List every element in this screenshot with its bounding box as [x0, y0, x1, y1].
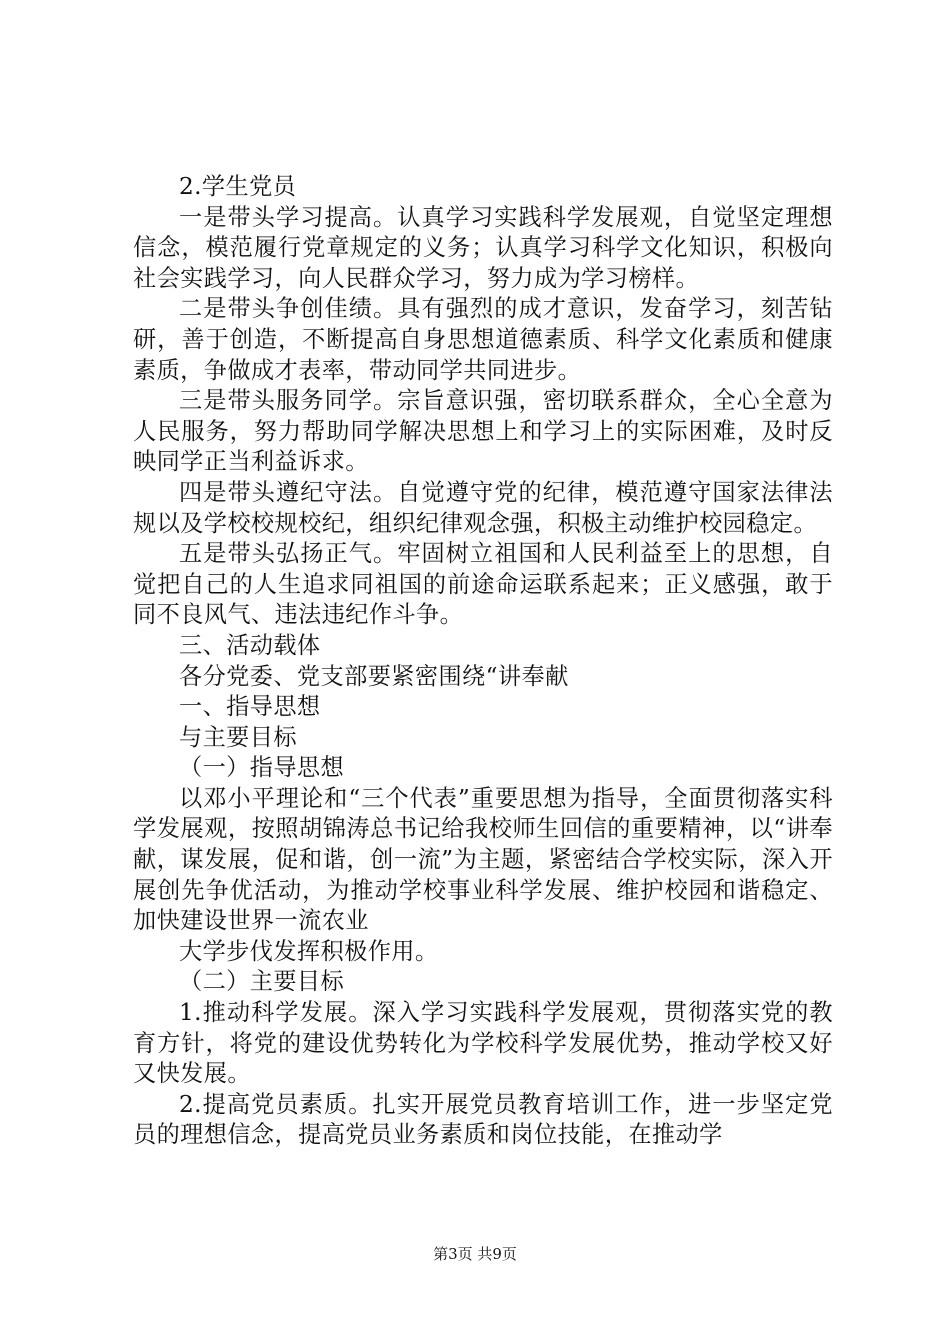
paragraph-main-goals-fragment: 与主要目标	[179, 723, 297, 751]
page-number-footer: 第3页 共9页	[433, 1245, 517, 1263]
paragraph-item-one: 一是带头学习提高。认真学习实践科学发展观，自觉坚定理想信念，模范履行党章规定的义务；认真学习科学文化知识，积极向社会实践学习，向人民群众学习，努力成为学习榜样。	[133, 203, 833, 292]
subsection-heading-main-goals: （二）主要目标	[179, 968, 345, 996]
paragraph-item-four: 四是带头遵纪守法。自觉遵守党的纪律，模范遵守国家法律法规以及学校校规校纪，组织纪律观念强，积极主动维护校园稳定。	[133, 478, 833, 537]
paragraph-guiding-thought-body: 以邓小平理论和“三个代表”重要思想为指导，全面贯彻落实科学发展观，按照胡锦涛总书记给我校师生回信的重要精神，以“讲奉献，谋发展，促和谐，创一流”为主题，紧密结合学校实际，深入开展创先争优活动，为推动学校事业科学发展、维护校园和谐稳定、加快建设世界一流农业	[133, 784, 833, 935]
section-heading-guiding-thought: 一、指导思想	[179, 693, 321, 721]
paragraph-party-committees: 各分党委、党支部要紧密围绕“讲奉献	[179, 662, 569, 690]
document-body	[133, 172, 833, 1151]
paragraph-student-members-heading: 2.学生党员	[179, 173, 297, 200]
paragraph-item-five: 五是带头弘扬正气。牢固树立祖国和人民利益至上的思想，自觉把自己的人生追求同祖国的前途命运联系起来；正义感强，敢于同不良风气、违法违纪作斗争。	[133, 540, 833, 629]
paragraph-goal-two: 2.提高党员素质。扎实开展党员教育培训工作，进一步坚定党员的理想信念，提高党员业务素质和岗位技能，在推动学	[133, 1090, 833, 1149]
paragraph-item-three: 三是带头服务同学。宗旨意识强，密切联系群众，全心全意为人民服务，努力帮助同学解决思想上和学习上的实际困难，及时反映同学正当利益诉求。	[133, 387, 833, 476]
paragraph-item-two: 二是带头争创佳绩。具有强烈的成才意识，发奋学习，刻苦钻研，善于创造，不断提高自身思想道德素质、科学文化素质和健康素质，争做成才表率，带动同学共同进步。	[133, 295, 833, 384]
section-heading-activity-carrier: 三、活动载体	[179, 631, 321, 659]
paragraph-goal-one: 1.推动科学发展。深入学习实践科学发展观，贯彻落实党的教育方针，将党的建设优势转化为学校科学发展优势，推动学校又好又快发展。	[133, 999, 833, 1088]
subsection-heading-guiding-thought: （一）指导思想	[179, 754, 345, 782]
paragraph-guiding-thought-continuation: 大学步伐发挥积极作用。	[179, 937, 439, 965]
